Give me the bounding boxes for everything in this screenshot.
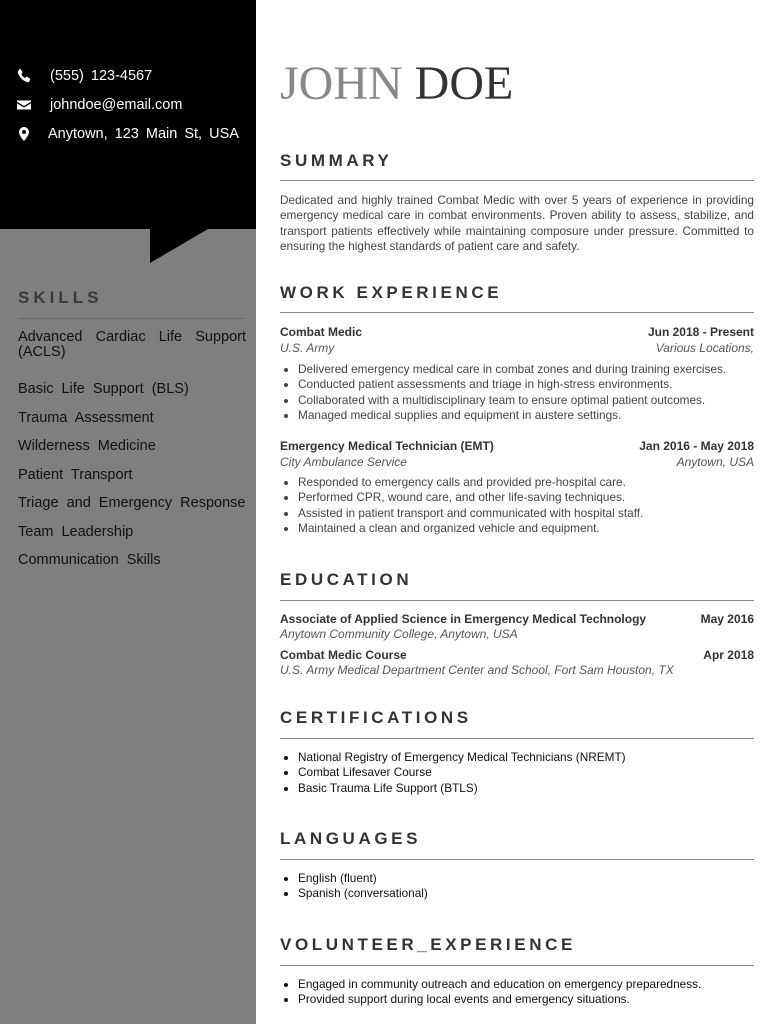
certification-item: • Combat Lifesaver Course (298, 765, 754, 780)
certification-item: • Basic Trauma Life Support (BTLS) (298, 781, 754, 796)
sidebar (0, 0, 256, 1024)
email-text[interactable]: johndoe@email.com (50, 97, 183, 113)
degree-date: May 2016 (700, 612, 754, 626)
degree-title: Associate of Applied Science in Emergency Medical Technology (280, 612, 647, 626)
summary-divider (280, 180, 754, 181)
first-name: JOHN (280, 57, 403, 110)
full-name (280, 58, 513, 110)
education-divider (280, 600, 754, 601)
bullet-item: • Assisted in patient transport and communicated with hospital staff. (298, 506, 754, 521)
degree-date: Apr 2018 (703, 648, 754, 662)
school-name: U.S. Army Medical Department Center and School, Fort Sam Houston, TX (280, 663, 674, 677)
contact-email (16, 97, 182, 113)
bullet-item: • Managed medical supplies and equipment in austere settings. (298, 408, 754, 423)
language-item: • Spanish (conversational) (298, 886, 754, 901)
skill-item: Patient Transport (18, 466, 133, 483)
speech-notch (150, 229, 208, 263)
summary-heading: SUMMARY (280, 151, 393, 170)
job-location: Various Locations, (655, 341, 754, 355)
bullet-item: • Collaborated with a multidisciplinary team to ensure optimal patient outcomes. (298, 393, 754, 408)
languages-divider (280, 859, 754, 860)
skills-divider (18, 318, 244, 319)
bullet-item: • Performed CPR, wound care, and other life-saving techniques. (298, 490, 754, 505)
certifications-list (280, 750, 754, 796)
skill-item: Advanced Cardiac Life Support (ACLS) (18, 329, 246, 360)
certification-item: • National Registry of Emergency Medical Technicians (NREMT) (298, 750, 754, 765)
volunteer-divider (280, 965, 754, 966)
volunteer-heading: VOLUNTEER_EXPERIENCE (280, 935, 576, 954)
skill-item: Triage and Emergency Response (18, 495, 246, 511)
phone-text[interactable]: (555) 123-4567 (50, 68, 153, 84)
phone-icon (16, 68, 32, 84)
job-title: Combat Medic (280, 325, 363, 339)
job-title: Emergency Medical Technician (EMT) (280, 439, 494, 453)
skills-heading: SKILLS (18, 288, 103, 307)
bullet-item: • Responded to emergency calls and provided pre-hospital care. (298, 475, 754, 490)
job-bullets (280, 362, 754, 423)
job-bullets (280, 475, 754, 536)
job-organization: U.S. Army (280, 341, 335, 355)
work-divider (280, 312, 754, 313)
skill-item: Trauma Assessment (18, 409, 154, 426)
contact-phone (16, 68, 152, 84)
last-name: DOE (414, 57, 514, 110)
education-heading: EDUCATION (280, 570, 413, 589)
degree-title: Combat Medic Course (280, 648, 407, 662)
certifications-divider (280, 738, 754, 739)
envelope-icon (16, 97, 32, 113)
address-text: Anytown, 123 Main St, USA (48, 126, 239, 142)
map-pin-icon (16, 126, 32, 142)
summary-text: Dedicated and highly trained Combat Medic with over 5 years of experience in providing emergency medical care in combat environments. Proven ability to assess, stabilize, and transport patients effectively while maintaining composure under pressure. Committed to ensuring the highest standards of patient care and safety. (280, 193, 754, 253)
skill-item: Team Leadership (18, 523, 134, 540)
bullet-item: • Maintained a clean and organized vehicle and equipment. (298, 521, 754, 536)
volunteer-item: • Engaged in community outreach and education on emergency preparedness. (298, 977, 754, 992)
languages-heading: LANGUAGES (280, 829, 422, 848)
job-organization: City Ambulance Service (280, 455, 407, 469)
bullet-item: • Conducted patient assessments and triage in high-stress environments. (298, 377, 754, 392)
contact-address (16, 126, 239, 142)
languages-list (280, 871, 754, 902)
skill-item: Wilderness Medicine (18, 438, 156, 454)
job-dates: Jun 2018 - Present (647, 325, 754, 339)
skill-item: Basic Life Support (BLS) (18, 381, 189, 397)
volunteer-item: • Provided support during local events and emergency situations. (298, 992, 754, 1007)
skills-list (18, 330, 246, 582)
volunteer-list (280, 977, 754, 1008)
skill-item: Communication Skills (18, 552, 161, 568)
job-dates: Jan 2016 - May 2018 (639, 439, 754, 453)
work-heading: WORK EXPERIENCE (280, 283, 503, 302)
contact-block (0, 0, 256, 229)
language-item: • English (fluent) (298, 871, 754, 886)
job-location: Anytown, USA (676, 455, 754, 469)
school-name: Anytown Community College, Anytown, USA (280, 627, 518, 641)
bullet-item: • Delivered emergency medical care in combat zones and during training exercises. (298, 362, 754, 377)
certifications-heading: CERTIFICATIONS (280, 708, 472, 727)
